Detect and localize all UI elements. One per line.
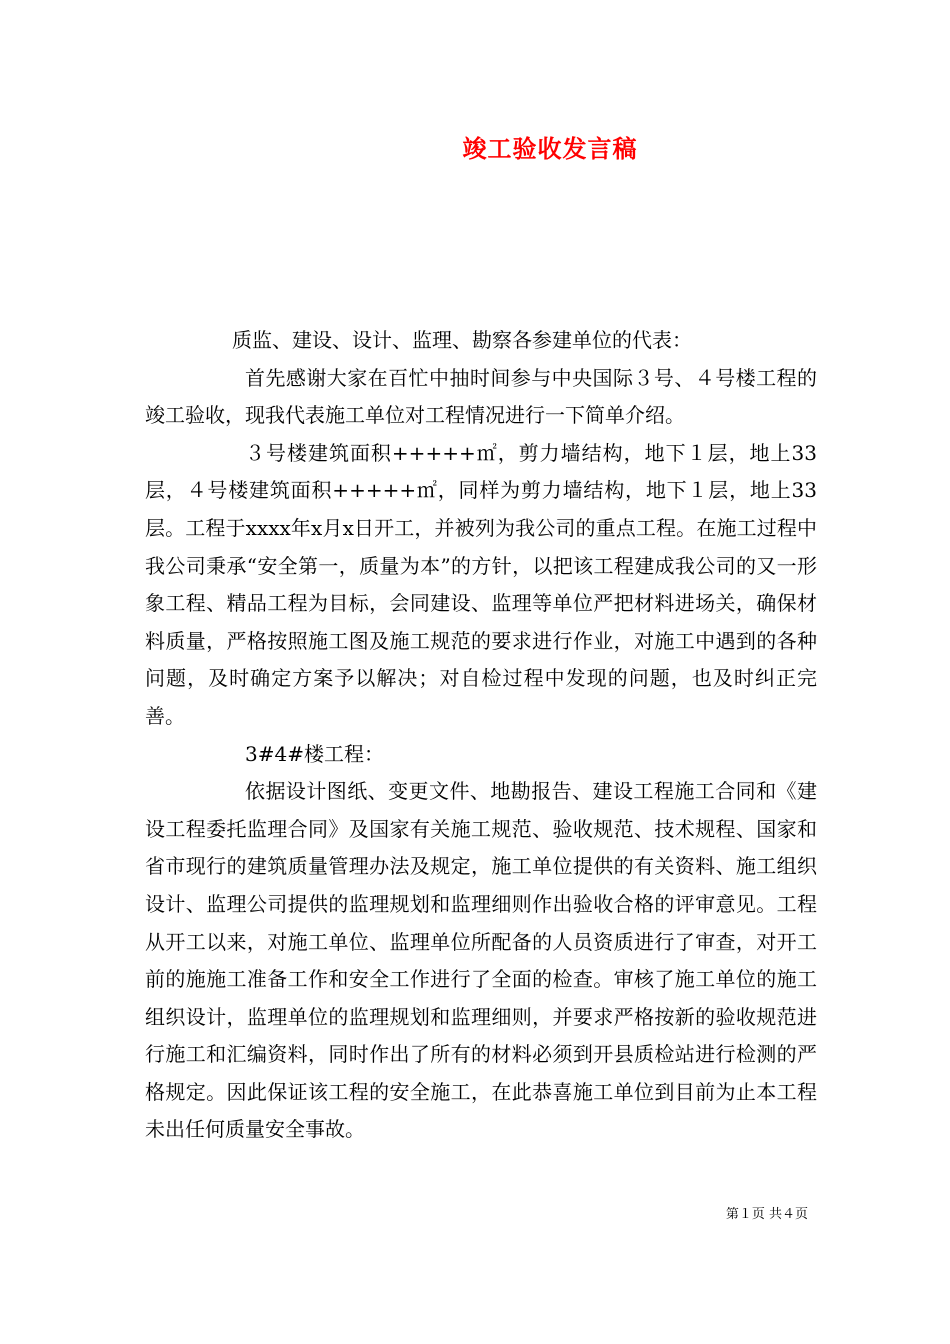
document-body — [145, 322, 817, 1149]
document-title: 竣工验收发言稿 — [462, 134, 638, 163]
supervision-paragraph: 依据设计图纸、变更文件、地勘报告、建设工程施工合同和《建设工程委托监理合同》及国家有关施工规范、验收规范、技术规程、国家和省市现行的建筑质量管理办法及规定，施工单位提供的有关资料、施工组织设计、监理公司提供的监理规划和监理细则作出验收合格的评审意见。工程从开工以来，对施工单位、监理单位所配备的人员资质进行了审查，对开工前的施施工准备工作和安全工作进行了全面的检查。审核了施工单位的施工组织设计，监理单位的监理规划和监理细则，并要求严格按新的验收规范进行施工和汇编资料，同时作出了所有的材料必须到开县质检站进行检测的严格规定。因此保证该工程的安全施工，在此恭喜施工单位到目前为止本工程未出任何质量安全事故。 — [145, 779, 817, 1142]
project-overview-paragraph: ３号楼建筑面积+++++㎡，剪力墙结构，地下１层，地上33层，４号楼建筑面积+++++㎡，同样为剪力墙结构，地下１层，地上33层。工程于xxxx年x月x日开工，并被列为我公司的重点工程。在施工过程中我公司秉承“安全第一，质量为本”的方针，以把该工程建成我公司的又一形象工程、精品工程为目标，会同建设、监理等单位严把材料进场关，确保材料质量，严格按照施工图及施工规范的要求进行作业，对施工中遇到的各种问题，及时确定方案予以解决；对自检过程中发现的问题，也及时纠正完善。 — [145, 440, 817, 728]
section-heading-paragraph: 3#4#楼工程： — [245, 741, 384, 766]
salutation-paragraph: 质监、建设、设计、监理、勘察各参建单位的代表： — [232, 328, 692, 352]
page-number-footer: 第１页 共４页 — [725, 1207, 808, 1222]
intro-paragraph: 首先感谢大家在百忙中抽时间参与中央国际３号、４号楼工程的竣工验收，现我代表施工单位对工程情况进行一下简单介绍。 — [145, 365, 817, 428]
